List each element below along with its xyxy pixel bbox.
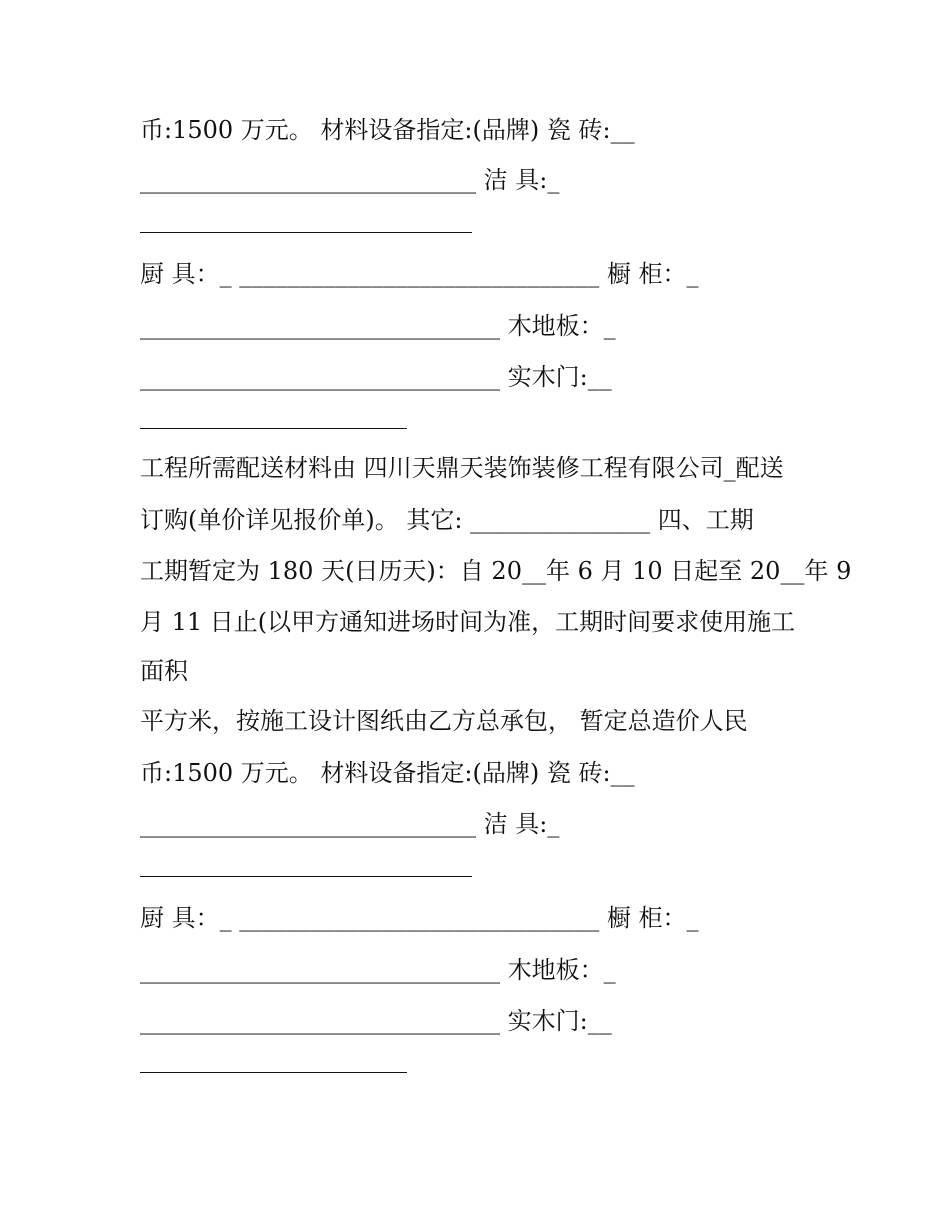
text-line: ______________________________ 实木门:__ [140,363,612,391]
text-line: ______________________________ 实木门:__ [140,1007,612,1035]
blank-rule [140,232,472,233]
text-line: 工程所需配送材料由 四川天鼎天装饰装修工程有限公司_配送 [140,454,784,482]
text-line: ______________________________ 木地板：_ [140,956,616,984]
text-line: 月 11 日止(以甲方通知进场时间为准，工期时间要求使用施工 [140,608,796,636]
text-line: 平方米，按施工设计图纸由乙方总承包， 暂定总造价人民 [140,707,748,735]
text-line: ____________________________ 洁 具:_ [140,166,560,194]
blank-rule [140,876,472,877]
text-line: 厨 具：_ ______________________________ 橱 柜：_ [140,260,699,288]
text-line: 订购(单价详见报价单)。 其它: _______________ 四、工期 [140,506,754,534]
text-line: 厨 具：_ ______________________________ 橱 柜：_ [140,904,699,932]
text-line: 面积 [140,657,188,685]
text-line: 币:1500 万元。 材料设备指定:(品牌) 瓷 砖:__ [140,759,635,787]
text-line: ______________________________ 木地板：_ [140,312,616,340]
blank-rule [140,428,407,429]
text-line: ____________________________ 洁 具:_ [140,810,560,838]
blank-rule [140,1072,407,1073]
text-line: 币:1500 万元。 材料设备指定:(品牌) 瓷 砖:__ [140,116,635,144]
text-line: 工期暂定为 180 天(日历天)：自 20__年 6 月 10 日起至 20__年 9 [140,557,852,585]
